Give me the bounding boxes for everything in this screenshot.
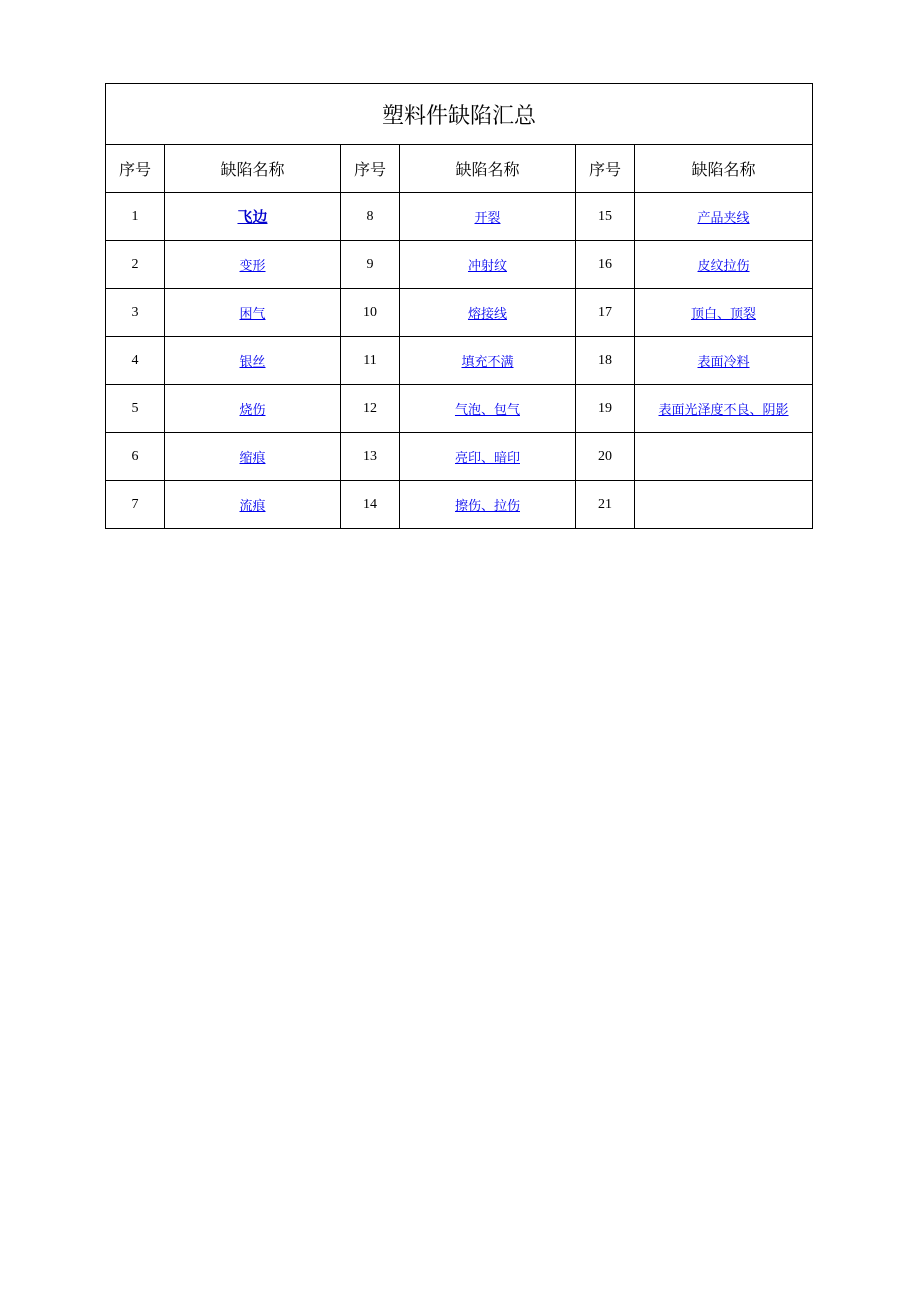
defect-cell <box>400 193 576 241</box>
seq-cell: 3 <box>106 289 165 337</box>
defect-link-cold-slug[interactable]: 表面冷料 <box>697 355 750 370</box>
seq-cell: 15 <box>576 193 635 241</box>
defect-cell <box>165 385 341 433</box>
seq-cell: 8 <box>341 193 400 241</box>
defect-link-texture-drag[interactable]: 皮纹拉伤 <box>697 259 750 274</box>
seq-cell: 1 <box>106 193 165 241</box>
table-row <box>106 385 813 433</box>
defect-cell <box>400 241 576 289</box>
seq-cell: 21 <box>576 481 635 529</box>
seq-cell: 11 <box>341 337 400 385</box>
defect-cell <box>400 481 576 529</box>
table-row <box>106 241 813 289</box>
defect-cell <box>400 337 576 385</box>
header-name-2: 缺陷名称 <box>400 145 576 193</box>
defect-link-short-shot[interactable]: 填充不满 <box>461 355 514 370</box>
defect-cell-empty <box>635 481 813 529</box>
defect-link-silver-streaks[interactable]: 银丝 <box>239 355 266 370</box>
table-title: 塑料件缺陷汇总 <box>106 84 813 145</box>
header-name-1: 缺陷名称 <box>165 145 341 193</box>
defect-cell <box>165 241 341 289</box>
defect-link-bubbles[interactable]: 气泡、包气 <box>454 403 520 418</box>
defect-cell <box>635 385 813 433</box>
defect-cell <box>635 337 813 385</box>
defect-cell <box>400 385 576 433</box>
defect-link-burn-marks[interactable]: 烧伤 <box>239 403 266 418</box>
table-row <box>106 433 813 481</box>
seq-cell: 16 <box>576 241 635 289</box>
defect-link-weld-line[interactable]: 熔接线 <box>467 307 507 322</box>
seq-cell: 5 <box>106 385 165 433</box>
table-row <box>106 481 813 529</box>
defect-link-cracking[interactable]: 开裂 <box>474 211 501 226</box>
defect-summary-table <box>105 83 813 529</box>
defect-link-jetting[interactable]: 冲射纹 <box>467 259 507 274</box>
defect-link-gloss-shadow[interactable]: 表面光泽度不良、阴影 <box>658 403 789 418</box>
defect-summary-sheet <box>105 83 812 529</box>
defect-link-air-trap[interactable]: 困气 <box>239 307 266 322</box>
seq-cell: 2 <box>106 241 165 289</box>
defect-cell <box>165 433 341 481</box>
defect-link-flow-marks[interactable]: 流痕 <box>239 499 266 514</box>
defect-cell <box>400 289 576 337</box>
seq-cell: 4 <box>106 337 165 385</box>
seq-cell: 14 <box>341 481 400 529</box>
seq-cell: 9 <box>341 241 400 289</box>
defect-link-ejector-marks[interactable]: 顶白、顶裂 <box>691 307 757 322</box>
seq-cell: 19 <box>576 385 635 433</box>
defect-cell <box>400 433 576 481</box>
seq-cell: 17 <box>576 289 635 337</box>
table-row <box>106 289 813 337</box>
defect-cell <box>165 337 341 385</box>
header-seq-2: 序号 <box>341 145 400 193</box>
defect-cell <box>165 193 341 241</box>
defect-link-parting-line[interactable]: 产品夹线 <box>697 211 750 226</box>
defect-link-flash[interactable]: 飞边 <box>237 208 268 226</box>
header-name-3: 缺陷名称 <box>635 145 813 193</box>
defect-link-warpage[interactable]: 变形 <box>239 259 266 274</box>
table-row <box>106 337 813 385</box>
defect-link-sink-marks[interactable]: 缩痕 <box>239 451 266 466</box>
seq-cell: 18 <box>576 337 635 385</box>
table-row <box>106 193 813 241</box>
defect-link-scratches[interactable]: 擦伤、拉伤 <box>454 499 520 514</box>
defect-cell <box>635 193 813 241</box>
defect-cell <box>635 241 813 289</box>
header-seq-3: 序号 <box>576 145 635 193</box>
defect-cell <box>165 289 341 337</box>
seq-cell: 20 <box>576 433 635 481</box>
header-seq-1: 序号 <box>106 145 165 193</box>
seq-cell: 13 <box>341 433 400 481</box>
defect-link-bright-dark-marks[interactable]: 亮印、暗印 <box>454 451 520 466</box>
defect-cell <box>635 289 813 337</box>
seq-cell: 10 <box>341 289 400 337</box>
defect-cell-empty <box>635 433 813 481</box>
seq-cell: 6 <box>106 433 165 481</box>
seq-cell: 7 <box>106 481 165 529</box>
defect-cell <box>165 481 341 529</box>
header-row <box>106 145 813 193</box>
seq-cell: 12 <box>341 385 400 433</box>
